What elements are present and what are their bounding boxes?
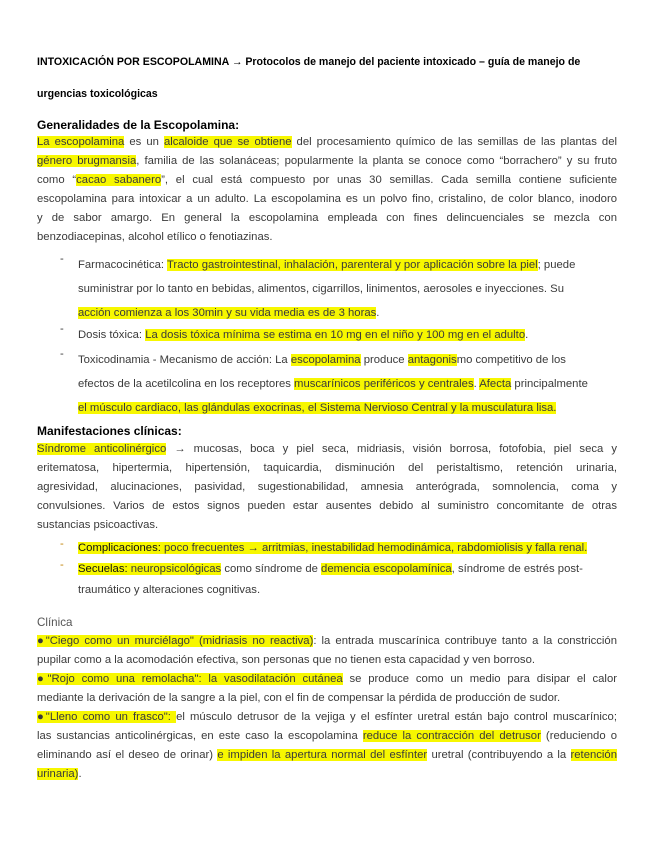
bullet-line [78, 559, 618, 580]
text: , familia de las solanáceas; popularmente la planta se conoce como “borrachero” y su fruto [136, 155, 618, 167]
highlight: alcaloide que se obtiene [163, 136, 292, 148]
highlight: Afecta [479, 378, 512, 390]
highlight: ●"Lleno como un frasco": [37, 711, 177, 723]
text: ; puede [537, 259, 576, 271]
highlight: Secuelas: [78, 563, 128, 575]
highlight: cacao sabanero [76, 174, 162, 186]
highlight: muscarínicos periféricos y centrales [294, 378, 474, 390]
paragraph-line: pupilar como a la acomodación efectiva, son personas que no tienen esta capacidad y ven borroso. [37, 654, 536, 666]
clinica-paragraph [37, 632, 617, 784]
text: del procesamiento químico de las semillas de las plantas del [291, 136, 617, 148]
highlight: género brugmansia [37, 155, 137, 167]
text: como síndrome de [221, 563, 322, 575]
text: como “ [37, 174, 77, 186]
text: . [78, 768, 82, 780]
highlight: La dosis tóxica mínima se estima en 10 mg en el niño y 100 mg en el adulto [145, 329, 526, 341]
paragraph-line [37, 171, 617, 190]
bullet-line [78, 253, 618, 277]
text: → mucosas, boca y piel seca, midriasis, visión borrosa, fotofobia, piel seca y [166, 443, 617, 455]
highlight: La escopolamina [37, 136, 125, 148]
highlight: urinaria) [37, 768, 79, 780]
highlight: ●"Rojo como una remolacha": la vasodilatación cutánea [37, 673, 343, 685]
bullet-line [78, 396, 618, 420]
text: . [525, 329, 529, 341]
section-heading-clinica: Clínica [37, 616, 73, 629]
paragraph-line [37, 670, 617, 689]
highlight: reduce la contracción del detrusor [362, 730, 541, 742]
highlight: escopolamina [290, 354, 361, 366]
text: eliminando así el deseo de orinar) [37, 749, 218, 761]
text: Dosis tóxica: [78, 329, 146, 341]
highlight: Síndrome anticolinérgico [37, 443, 167, 455]
highlight: demencia escopolamínica [321, 563, 452, 575]
paragraph-line [37, 632, 617, 651]
bullet-line [78, 538, 618, 559]
bullet-line [78, 323, 618, 347]
text: las sustancias anticolinérgicas, en este caso la escopolamina [37, 730, 363, 742]
document-title-line-1: INTOXICACIÓN POR ESCOPOLAMINA → Protocolos de manejo del paciente intoxicado – guía de manejo de [37, 56, 581, 68]
text: principalmente [511, 378, 588, 390]
text: ”, el cual está compuesto por unas 30 semillas. Cada semilla contiene suficiente [161, 174, 617, 186]
text: Toxicodinamia - Mecanismo de acción: La [78, 354, 291, 366]
text: se produce como un medio para disipar el calor [342, 673, 617, 685]
highlight: Tracto gastrointestinal, inhalación, parenteral y por aplicación sobre la piel [166, 259, 538, 271]
highlight: retención [570, 749, 617, 761]
highlight: acción comienza a los 30min y su vida media es de 3 horas [78, 307, 377, 319]
paragraph-line [37, 708, 617, 727]
paragraph-line: sustancias psicoactivas. [37, 519, 159, 531]
highlight: antagonis [407, 354, 457, 366]
text: . [376, 307, 380, 319]
dash-marker: - [60, 538, 64, 550]
paragraph-line: benzodiacepinas, alcohol etílico o fenotiazinas. [37, 231, 273, 243]
paragraph-line [37, 765, 617, 784]
document-title-line-2: urgencias toxicológicas [37, 88, 158, 100]
bullet-line [78, 372, 618, 396]
bullet-line: suministrar por lo tanto en bebidas, alimentos, cigarrillos, linimentos, aerosoles e inyecciones. Su [78, 283, 565, 295]
text: efectos de la acetilcolina en los receptores [78, 378, 295, 390]
paragraph-line: escopolamina para intoxicar a un adulto. La escopolamina es un polvo fino, cristalino, de color blanco, inodoro [37, 193, 617, 205]
text: el músculo detrusor de la vejiga y el esfínter uretral están bajo control muscarínico; [176, 711, 617, 723]
text: , síndrome de estrés post- [451, 563, 583, 575]
text: produce [360, 354, 408, 366]
generalidades-paragraph [37, 133, 617, 247]
paragraph-line [37, 133, 617, 152]
text: (reduciendo o [540, 730, 617, 742]
manifestaciones-paragraph [37, 440, 617, 535]
paragraph-line: mediante la derivación de la sangre a la piel, con el fin de compensar la pérdida de producción de sudor. [37, 692, 561, 704]
paragraph-line: eritematosa, hipertermia, hipertensión, taquicardia, disminución del peristaltismo, retención urinaria, [37, 462, 617, 474]
paragraph-line: agresividad, alucinaciones, pasividad, sugestionabilidad, amnesia anterógrada, somnolencia, coma y [37, 481, 617, 493]
highlight: poco frecuentes → arritmias, inestabilidad hemodinámica, rabdomiolisis y falla renal. [160, 542, 588, 554]
text: es un [124, 136, 164, 148]
highlight: neuropsicológicas [127, 563, 222, 575]
dash-marker: - [60, 559, 64, 571]
highlight: ●"Ciego como un murciélago" (midriasis no reactiva) [37, 635, 314, 647]
bullet-line: traumático y alteraciones cognitivas. [78, 584, 261, 596]
paragraph-line: y de sabor amargo. En general la escopolamina empleada con fines delincuenciales se mezcla con [37, 212, 617, 224]
paragraph-line [37, 440, 617, 459]
section-heading-manifestaciones: Manifestaciones clínicas: [37, 424, 182, 438]
section-heading-generalidades: Generalidades de la Escopolamina: [37, 118, 240, 132]
text: . [473, 378, 480, 390]
paragraph-line [37, 746, 617, 765]
highlight: e impiden la apertura normal del esfínter [217, 749, 428, 761]
text: uretral (contribuyendo a la [427, 749, 571, 761]
bullet-line [78, 348, 618, 372]
highlight: el músculo cardiaco, las glándulas exocrinas, el Sistema Nervioso Central y la musculatura lisa. [78, 402, 557, 414]
text: : la entrada muscarínica contribuye tanto a la constricción [313, 635, 617, 647]
highlight: Complicaciones: [78, 542, 161, 554]
text: mo competitivo de los [456, 354, 566, 366]
dash-marker: - [60, 348, 64, 360]
bullet-line [78, 301, 618, 325]
paragraph-line: convulsiones. Varios de estos signos pueden estar ausentes debido al suministro concomitante de otras [37, 500, 617, 512]
dash-marker: - [60, 253, 64, 265]
paragraph-line [37, 727, 617, 746]
dash-marker: - [60, 323, 64, 335]
text: Farmacocinética: [78, 259, 167, 271]
paragraph-line [37, 152, 617, 171]
